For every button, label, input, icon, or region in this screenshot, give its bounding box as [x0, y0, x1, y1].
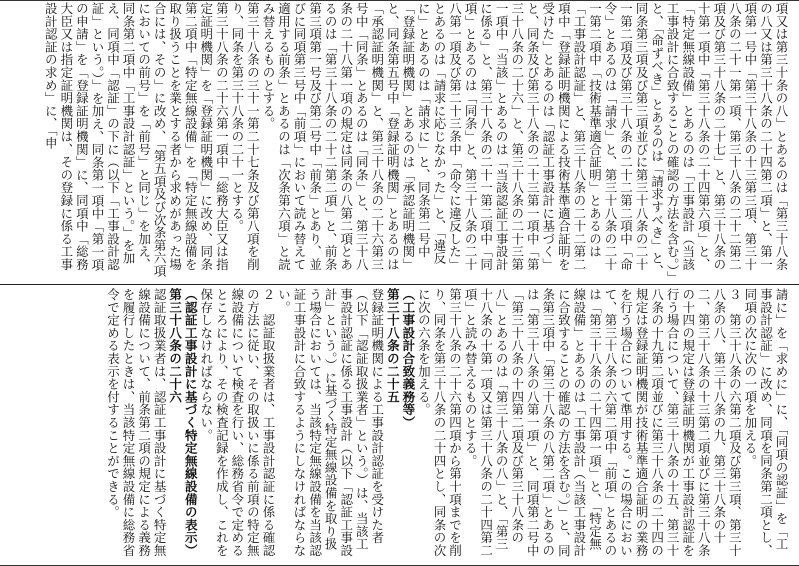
section-heading-labeling: （認証工事設計に基づく特定無線設備の表示）: [183, 288, 199, 557]
lower-paragraph-article-25-2: ２ 認証取扱業者は、工事設計認証に係る確認の方法に従い、その取扱いに係る前項の特定無線設備について検査を行い、総務省令で定めるところにより、その検査記録を作成し、これを保存しなければならない。: [198, 288, 276, 557]
upper-paragraph-2: 第三十八条の三十一第二十七条及び第八項を削り、同条を第三十八条の二十一とする。: [229, 2, 261, 271]
lower-text-column: [10, 288, 789, 562]
lower-tier: [10, 288, 789, 562]
upper-text-column: [10, 2, 789, 282]
upper-tier: [10, 2, 789, 282]
lower-paragraph-3: 第三十八条の二十六第四項から第十項までを削り、同条を第三十八条の二十四とし、同条の次に次の六条を加える。: [416, 288, 463, 557]
article-number-26: 第三十八条の二十六: [167, 288, 183, 404]
upper-paragraph-3: 第三十八条の二十六第一項中「総務大臣又は指定証明機関」を「登録証明機関」に改め、同条第二項中「特定無線設備」を「特定無線設備を取り扱うことを業とする者から求めがあった場合には、その」に改め、「第五項及び次条第六項においての前号」を「前号」と同じ」を加え、同条第二項中「工事設計認証」という。」を加え、同項中「認証」の下に（以下「工事設計認証」という。）」を加え、同条第一項中「第一項の申請」を「登録証明機関」に、同項中「総務大臣又は指定証明機関は、その登録に係る工事設計認証の求め」に、「申: [43, 2, 230, 278]
article-number-25: 第三十八条の二十五: [385, 288, 401, 404]
section-heading-compliance: （工事設計合致義務等）: [400, 288, 416, 429]
lower-paragraph-2: ３ 第三十八条の六第二項及び第三項、第三十八条の八、第三十八条の九、第三十八条の十二、第三十八条の十三第二項並びに第三十八条の十四の規定は登録証明機関が工事設計認証を行う場合について、第三十八条の十五、第三十八条の十九第二項並びに第三十八条の二十四の規定は登録証明機関が技術基準適合証明の業務を行う場合について準用する。この場合において、第三十八条の六第二項中「前項」とあるのは「第三十八条の二十四第一項」と、「特定無線設備」とあるのは「工事設計（当該工事設計に合致することの確認の方法を含む。）」と、同条第三項中「第三十八条の八第二項」とあるのは「第三十八条の八第一項」と、同項第二号中「第三十八条の十四第二項及び第三十八条の八」とあるのは「第三十八条の八」と、「第三十八条の十第一項又は第三十八条の二十四第二項」と読み替えるものとする。: [463, 288, 743, 558]
lower-paragraph-article-25: 登録証明機関による工事設計認証を受けた者（以下「認証取扱業者」という。）は、当該工事設計認証に係る工事設計（以下「認証工事設計」という。）に基づく特定無線設備を取り扱う場合においては、当該特定無線設備を当該認証工事設計に合致するようにしなければならない。: [276, 288, 385, 557]
tier-divider: [0, 284, 799, 285]
lower-paragraph-article-26: 認証取扱業者は、認証工事設計に基づく特定無線設備について、前条第二項の規定による義務を履行したときは、当該特定無線設備に総務省令で定める表示を付することができる。: [105, 288, 168, 557]
upper-paragraph-1: 項又は第三十条の八」とあるのは「第三十八条の八又は第三十八条の二十四第二項」と、第一項第一号中「第三十八条の十三第三項、第三十八条の二十一第一項、第三十八条の二十二第二項及び第三十八条の二十七」と、第三十八条の十第一項中「第三十八条の二十四第六項」と、「特定無線設備」とあるのは「工事設計（当該工事設計に合致することの確認の方法を含む。）」と、「命ずべき」とあるのは「請求すべき」と、同条第三項及び第三項並びに第三十八条の二十一第二項及び第三十八条の二十二第二項中「命令」とあるのは「請求」と、第三十八条の二十一第二項中「技術基準適合証明」とあるのは「工事設計認証」と、第三十八条の二十二第二項中「登録証明機関による技術基準適合証明を受けた」とあるのは「認証工事設計に基づく」と、同条及び第三十八条の二十三第一項中「第三十八条の二十六」と、第三十八条の二十三第一項中「当該」とあるのは「当該認証工事設計に係る」と、第三十八条の二十一第二項中「同項」とあるのは「同条」と、第三十八条の二十八第一項及び第二十三条中「命令に違反した」とあるのは「請求に応じなかった」と、「違反に」とあるのは「請求に」と、同条第二号中「登録証明機関」とあるのは「承認証明機関」と、同条第五号中「登録証明機関」とあるのは「承認証明機関」と、第三十八条の二十六第三号中「同条」とあるのは「同条」と、第三十八条の二十八第一項の規定は同条の八第二項とあるのは「第三十八条の二十二第二項」と、前条第三項第一号及び第二号中「前条」とあり、並びに同項第三号中「前項」において読み替えて適用する前条」とあるのは「次条第六項」と読み替えるものとする。: [260, 2, 789, 278]
lower-paragraph-1: 請に」を「求めに」に、「同項の認証」を「工事設計認証」に改め、同項を同条第二項とし、同項の次に次の一項を加える。: [742, 288, 789, 557]
top-rule: [0, 0, 799, 1]
